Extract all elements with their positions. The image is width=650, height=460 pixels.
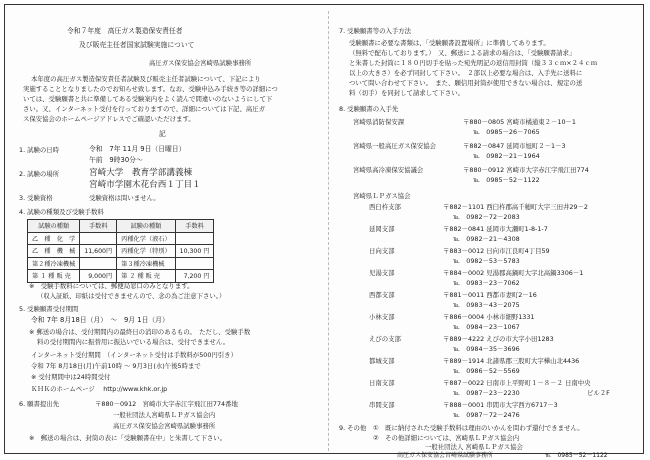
branch-address: 〒882－0841 延岡市大瀬町1-8-1-7 [443, 225, 548, 233]
branch-tel: ℡ 0984－35－3696 [453, 345, 520, 353]
branch-address: 〒889－4222 えびの市大字小田1283 [443, 335, 554, 343]
branch-name: 都城支部 [369, 357, 395, 365]
section-7-label: 7. 受験願書等の入手方法 [339, 27, 412, 35]
branch-address: 〒883－0012 日向市江良町4丁目59 [443, 247, 550, 255]
table-cell: 7,200 円 [175, 270, 214, 283]
branch-address: 〒888－0001 串間市大字西方6717－3 [443, 401, 558, 409]
table-cell: 丙種化学（特別） [117, 245, 176, 258]
page-divider [328, 11, 329, 451]
branch-name: 日向支部 [369, 247, 395, 255]
other-org-2: 高圧ガス保安協会宮崎県試験事務所 [397, 452, 494, 459]
table-cell [175, 257, 214, 270]
fee-table-header [28, 220, 214, 233]
branch-tel: ℡ 0982－21－4308 [453, 235, 520, 243]
section-1-label: 1. 試験の日時 [19, 146, 60, 154]
gas-assoc-name: 宮崎県一般高圧ガス保安協会 [353, 142, 437, 150]
exam-time: 午前 9時30分～ [89, 156, 143, 164]
branch-name: 児湯支部 [369, 269, 395, 277]
branch-tel: ℡ 0987－23－2230 [453, 389, 520, 397]
mail-note-2: 料の受付期間内に振替用に振込いでいる場合は、受付できません。 [37, 338, 230, 346]
table-cell: 第３種冷凍機械 [117, 257, 176, 270]
ki-heading: 記 [159, 130, 166, 138]
mail-note-1: ※ 郵送の場合は、受付期間内の最終日の消印のあるもの。 ただし、受験手数 [29, 328, 251, 336]
table-cell: 丙種化学（液石） [117, 232, 176, 245]
fire-assoc-tel: ℡ 0985－26－7065 [473, 128, 540, 136]
branch-address: 〒881－0011 西都市妻町2－16 [443, 291, 537, 299]
branch-address: 〒886－0004 小林市細野1331 [443, 313, 535, 321]
s7-line-5: ついて問い合わせて下さい。 また、願信用封筒が使用できない場合は、規定の送 [349, 79, 583, 87]
fee-note-1: ※ 受験手数料については、郵便局窓口のみとなります。 [29, 282, 194, 290]
section-5-label: 5. 受験願書受付期間 [19, 305, 79, 313]
s7-line-2: （無料で配布しております。） 又、郵送による請求の場合は、「受験願書請求」 [349, 49, 576, 57]
branch-address: 〒884－0002 児湯郡高鍋町大字北高鍋3306－1 [443, 269, 584, 277]
intro-line-5: ス保安協会のホームページアドレスでご確認いただけます。 [23, 115, 195, 123]
table-cell [80, 232, 117, 245]
intro-line-3: いては、受験願書と共に準備してある受験案内をよく読んで間違いのないようにして下 [23, 95, 273, 103]
other-org-1: 一般社団法人 宮崎県ＬＰガス協会 [425, 443, 523, 451]
other-item-2: ② その他詳細については、宮崎県ＬＰガス協会内 [373, 434, 520, 442]
title-line-1: 令和７年度 高圧ガス製造保安責任者 [67, 27, 183, 35]
branch-name: 西都支部 [369, 291, 395, 299]
internet-note: ※ 受付期間中は24時間受付 [31, 373, 111, 381]
branch-tel: ℡ 0983－23－7062 [453, 279, 520, 287]
table-cell: 乙 種 化 学 [28, 232, 80, 245]
branch-building: ビル２F [587, 389, 610, 397]
submission-address: 〒880－0912 宮崎市大字赤江字飛江田774番地 [95, 400, 238, 408]
table-row [28, 232, 214, 245]
section-9-label: 9. その他 [339, 424, 367, 432]
fee-col-amount: 手数料 [175, 220, 214, 233]
fire-assoc-address: 〒880－0805 宮崎市橘通東２－10－1 [463, 118, 576, 126]
venue-name: 宮崎大学 教育学部講義棟 [89, 168, 193, 178]
internet-period: 令和 7年 8月18日(月)午前10時 ～ 9月3日(水)午後5時まで [31, 362, 201, 370]
table-cell [175, 232, 214, 245]
table-row [28, 245, 214, 258]
section-4-label: 4. 試験の種類及び受験手数料 [19, 208, 104, 216]
exam-date: 令和 7年 11月 9日（日曜日） [89, 145, 186, 153]
application-period: 令和 7年 8月18日（月） ～ 9月 1日（月） [31, 316, 169, 324]
branch-name: 串間支部 [369, 401, 395, 409]
table-row [28, 257, 214, 270]
refrig-assoc-name: 宮崎県高冷凍保安協議会 [353, 166, 424, 174]
submission-org-1: 一般社団法人宮崎県ＬＰガス協会内 [113, 411, 216, 419]
notice-sheet [4, 4, 644, 459]
table-cell: 11,600円 [80, 245, 117, 258]
s7-line-6: 料（切手）を同封して請求して下さい。 [349, 89, 465, 97]
fee-note-2: （収入証紙、印紙は受付できませんので、念の為ご注意下さい。） [37, 292, 226, 300]
intro-line-4: さい。又、インターネット受付を行っておりますので、詳細については下記、高圧ガ [23, 105, 266, 113]
s7-line-4: 以上の大きさ）を必ず同封して下さい。 ２部以上必要な場合は、入手先に送料に [349, 69, 583, 77]
gas-assoc-tel: ℡ 0982－21－1964 [473, 152, 540, 160]
refrig-assoc-tel: ℡ 0985－52－1122 [473, 176, 540, 184]
fee-col-type: 試験の種類 [117, 220, 176, 233]
table-cell: 9,000円 [80, 270, 117, 283]
intro-line-1: 本年度の高圧ガス製造保安責任者試験及び販売主任者試験について、下記により [31, 75, 261, 83]
branch-name: 西臼杵支部 [369, 203, 401, 211]
table-cell: 10,300 円 [175, 245, 214, 258]
table-row [28, 270, 214, 283]
table-cell [80, 257, 117, 270]
fire-assoc-name: 宮崎県消防保安課 [353, 118, 405, 126]
gas-assoc-address: 〒882－0847 延岡市旭町２－1－3 [463, 142, 566, 150]
branch-tel: ℡ 0986－52－5569 [453, 367, 520, 375]
branch-name: 小林支部 [369, 313, 395, 321]
section-6-label: 6. 願書提出先 [19, 400, 60, 408]
other-item-1: ① 既に納付された受験手数料は理由のいかんを問わず還付できません。 [373, 424, 584, 432]
branch-tel: ℡ 0982－72－2083 [453, 213, 520, 221]
table-cell: 第 ２ 種 販 売 [117, 270, 176, 283]
branch-tel: ℡ 0982－53－5783 [453, 257, 520, 265]
fee-col-amount: 手数料 [80, 220, 117, 233]
fee-col-type: 試験の種類 [28, 220, 80, 233]
section-3-label: 3. 受験資格 [19, 194, 53, 202]
branch-name: 日南支部 [369, 379, 395, 387]
branch-address: 〒887－0022 日南市上平野町１－８－２ 日南中央 [443, 379, 591, 387]
table-cell: 第 １ 種 販 売 [28, 270, 80, 283]
organizer: 高圧ガス保安協会宮崎県試験事務所 [149, 59, 252, 67]
branch-name: 延岡支部 [369, 225, 395, 233]
table-cell: 第２種冷凍機械 [28, 257, 80, 270]
khk-homepage-link[interactable]: ＫＨＫのホームページ http://www.khk.or.jp [31, 385, 168, 393]
internet-label: インターネット受付期間 （インターネット受付は手数料が500円引き） [31, 351, 237, 359]
eligibility: 受験資格は問いません。 [89, 194, 160, 202]
branch-tel: ℡ 0983－43－2075 [453, 301, 520, 309]
title-line-2: 及び販売主任者国家試験実施について [79, 41, 195, 49]
refrig-assoc-address: 〒880－0912 宮崎市大字赤江字飛江田774 [463, 166, 589, 174]
intro-line-2: 実施することとなりましたのでお知らせ致します。なお、受験申込み手続き等の詳細につ [23, 85, 278, 93]
s7-line-1: 受験願書に必要な書類は、「受験願書設置場所」に準備してあります。 [349, 39, 550, 47]
fee-table [27, 219, 214, 283]
branch-address: 〒882－1101 西臼杵郡高千穂町大字三田井29－2 [443, 203, 588, 211]
branch-address: 〒889－1914 北諸県郡三股町大字樺山北4436 [443, 357, 580, 365]
section-8-label: 8. 受験願書の入手先 [339, 105, 399, 113]
submission-org-2: 高圧ガス保安協会宮崎県試験事務所 [113, 422, 216, 430]
section-2-label: 2. 試験の場所 [19, 170, 60, 178]
branch-tel: ℡ 0984－23－1067 [453, 323, 520, 331]
table-cell: 乙 種 機 械 [28, 245, 80, 258]
branch-tel: ℡ 0987－72－2476 [453, 411, 520, 419]
other-tel: ℡ 0985－52－1122 [545, 452, 608, 459]
s7-line-3: と朱書した封筒に１８０円切手を貼った宛先明記の返信用封筒（縦３３ｃｍ×２４ｃｍ [349, 59, 598, 67]
submission-note: ※ 郵送の場合は、封筒の表に「受験願書在中」と朱書して下さい。 [29, 434, 227, 442]
lp-assoc-title: 宮崎県ＬＰガス協会 [353, 192, 411, 200]
venue-address: 宮崎市学園木花台西１丁目１ [89, 180, 201, 190]
branch-name: えびの支部 [369, 335, 401, 343]
